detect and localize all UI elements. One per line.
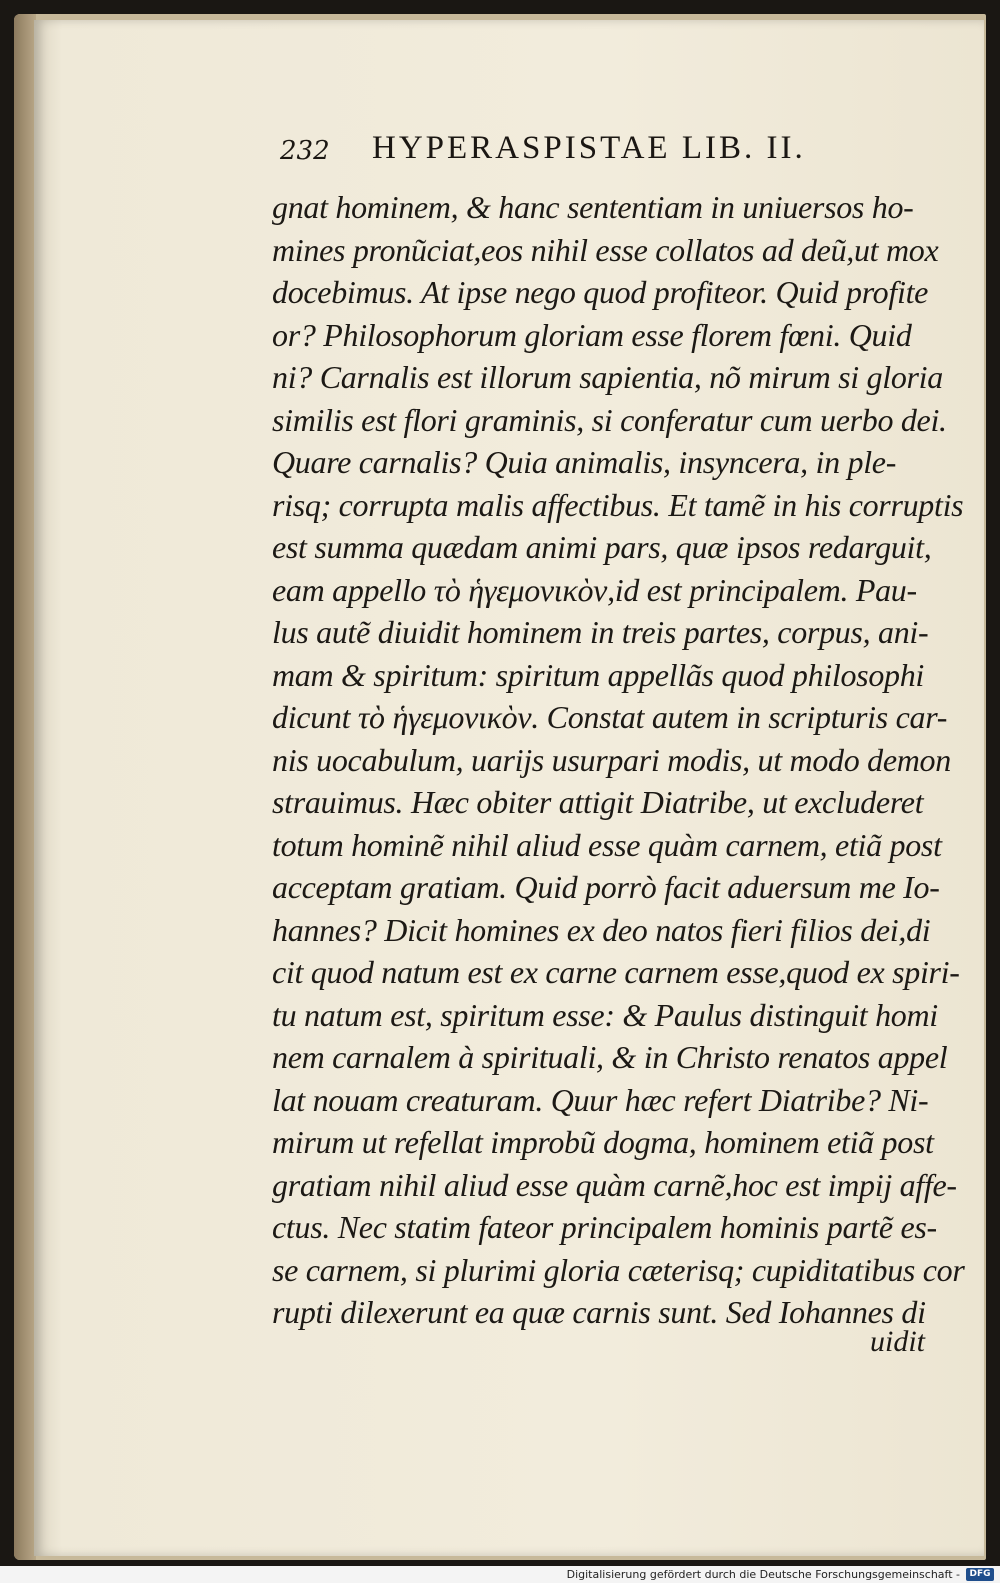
text-line: est summa quædam animi pars, quæ ipsos redarguit, bbox=[272, 529, 932, 565]
text-line: cit quod natum est ex carne carnem esse,quod ex spiri- bbox=[272, 954, 960, 990]
text-line: similis est flori graminis, si conferatur cum uerbo dei. bbox=[272, 401, 947, 438]
text-line: hannes? Dicit homines ex deo natos fieri filios dei,di bbox=[272, 911, 931, 948]
text-line: gratiam nihil aliud esse quàm carnẽ,hoc est impij affe- bbox=[272, 1166, 957, 1203]
text-line: Quare carnalis? Quia animalis, insyncera, in ple- bbox=[272, 444, 897, 480]
text-line: nem carnalem à spirituali, & in Christo renatos appel bbox=[272, 1039, 948, 1075]
text-line: or? Philosophorum gloriam esse florem fœni. Quid bbox=[272, 316, 912, 353]
dfg-logo: DFG bbox=[966, 1568, 994, 1581]
text-line: ctus. Nec statim fateor principalem hominis partẽ es- bbox=[272, 1209, 937, 1245]
text-line: mam & spiritum: spiritum appellãs quod philosophi bbox=[272, 656, 925, 693]
text-line: nis uocabulum, uarijs usurpari modis, ut modo demon bbox=[272, 741, 951, 778]
running-head: HYPERASPISTAE LIB. II. bbox=[372, 130, 806, 166]
text-line: docebimus. At ipse nego quod profiteor. Quid profite bbox=[272, 274, 929, 310]
binding-edge bbox=[14, 14, 36, 1560]
text-line: mirum ut refellat improbũ dogma, hominem etiã post bbox=[272, 1124, 934, 1160]
text-line: se carnem, si plurimi gloria cæterisq; cupiditatibus cor bbox=[272, 1251, 965, 1288]
text-line: risq; corrupta malis affectibus. Et tamẽ in his corruptis bbox=[272, 486, 964, 523]
text-line: eam appello τὸ ἡγεμονικὸν,id est principalem. Pau- bbox=[272, 571, 917, 608]
catchword: uidit bbox=[870, 1325, 926, 1358]
text-line: tu natum est, spiritum esse: & Paulus distinguit homi bbox=[272, 996, 938, 1033]
text-line: ni? Carnalis est illorum sapientia, nõ mirum si gloria bbox=[272, 359, 943, 395]
text-line: totum hominẽ nihil aliud esse quàm carnem, etiã post bbox=[272, 826, 942, 863]
text-block bbox=[272, 186, 965, 1334]
folio-number: 232 bbox=[280, 136, 330, 166]
text-line: dicunt τὸ ἡγεμονικὸν. Constat autem in scripturis car- bbox=[272, 699, 948, 735]
text-line: strauimus. Hæc obiter attigit Diatribe, ut excluderet bbox=[272, 784, 924, 820]
text-line: rupti dilexerunt ea quæ carnis sunt. Sed Iohannes di bbox=[272, 1294, 926, 1330]
page-header bbox=[280, 130, 920, 174]
text-line: acceptam gratiam. Quid porrò facit aduersum me Io- bbox=[272, 869, 940, 905]
footer-bar bbox=[0, 1566, 1000, 1583]
text-line: lus autẽ diuidit hominem in treis partes, corpus, ani- bbox=[272, 614, 929, 650]
text-line: lat nouam creaturam. Quur hæc refert Diatribe? Ni- bbox=[272, 1081, 929, 1118]
text-line: gnat hominem, & hanc sententiam in uniuersos ho- bbox=[272, 189, 914, 225]
funding-credit: Digitalisierung gefördert durch die Deutsche Forschungsgemeinschaft - bbox=[566, 1568, 960, 1581]
text-line: mines pronũciat,eos nihil esse collatos ad deũ,ut mox bbox=[272, 231, 939, 268]
